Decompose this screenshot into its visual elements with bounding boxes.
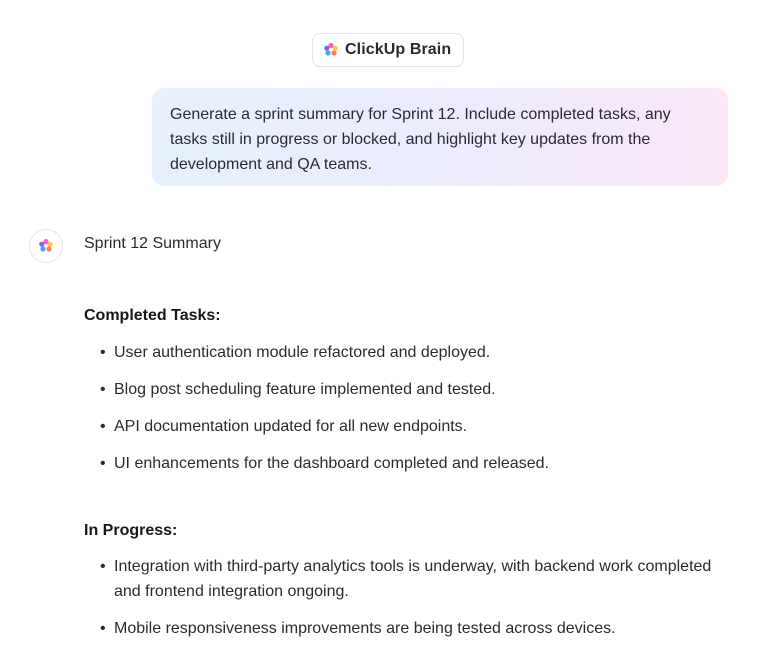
in-progress-list — [100, 554, 720, 641]
assistant-avatar — [29, 229, 63, 263]
section-heading-in-progress: In Progress: — [84, 522, 178, 539]
brand-header[interactable] — [312, 33, 464, 67]
list-item: • Blog post scheduling feature implemented and tested. — [100, 377, 720, 402]
list-item: • API documentation updated for all new endpoints. — [100, 414, 720, 439]
clickup-brain-logo-icon — [323, 42, 339, 58]
list-item: • User authentication module refactored and deployed. — [100, 340, 720, 365]
section-heading-completed: Completed Tasks: — [84, 307, 221, 324]
user-prompt-bubble — [152, 88, 728, 186]
list-item: • UI enhancements for the dashboard completed and released. — [100, 451, 720, 476]
list-item: • Integration with third-party analytics tools is underway, with backend work completed and frontend integration ongoing. — [100, 554, 720, 604]
response-title: Sprint 12 Summary — [84, 235, 221, 252]
clickup-brain-logo-icon — [38, 238, 54, 254]
brand-label: ClickUp Brain — [345, 41, 452, 58]
user-prompt-text: Generate a sprint summary for Sprint 12. Include completed tasks, any tasks still in progress or blocked, and highlight key updates from the development and QA teams. — [170, 106, 671, 173]
completed-tasks-list — [100, 340, 720, 476]
list-item: • Mobile responsiveness improvements are being tested across devices. — [100, 616, 720, 641]
